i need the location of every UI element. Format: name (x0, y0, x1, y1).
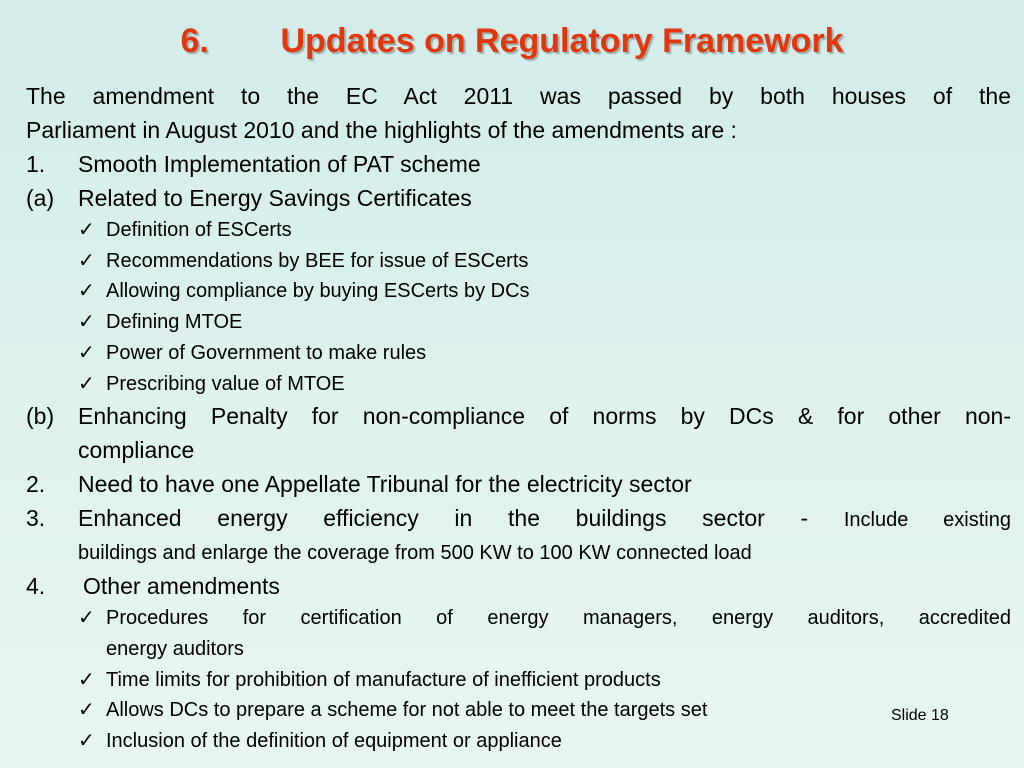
list-item-text (26, 501, 1011, 537)
item-3-tail: Include existing (843, 509, 1011, 532)
list-marker: (b) (26, 403, 55, 430)
title-number: 6. (180, 22, 209, 60)
check-item (26, 369, 1011, 400)
check-icon: ✓ (78, 280, 95, 303)
intro-line-1: The amendment to the EC Act 2011 was passed by both houses of the (26, 83, 1011, 109)
list-item-continuation: compliance (78, 437, 195, 464)
list-item-2 (26, 467, 1011, 501)
check-item-text: Defining MTOE (106, 311, 243, 334)
list-item-text: Other amendments (83, 573, 280, 600)
check-icon: ✓ (78, 607, 95, 630)
list-item-1 (26, 147, 1011, 181)
list-item-a (26, 181, 1011, 215)
check-item-text: Power of Government to make rules (106, 341, 427, 364)
check-item (26, 726, 1011, 757)
check-icon: ✓ (78, 699, 95, 722)
check-item (26, 307, 1011, 338)
list-item-4 (26, 569, 1011, 603)
slide-body (26, 79, 1011, 757)
check-item (26, 246, 1011, 277)
check-item-text: Procedures for certification of energy managers, energy auditors, accredited (106, 607, 1011, 630)
check-item-text: Definition of ESCerts (106, 219, 292, 241)
title-text: Updates on Regulatory Framework (280, 22, 844, 60)
check-item (26, 665, 1011, 696)
list-item-text: Need to have one Appellate Tribunal for the electricity sector (78, 471, 692, 498)
check-icon: ✓ (78, 249, 95, 272)
check-item (26, 603, 1011, 634)
list-item-text: Enhancing Penalty for non-compliance of norms by DCs & for other non- (78, 403, 1011, 430)
check-item-text: Allowing compliance by buying ESCerts by DCs (106, 280, 530, 303)
check-item-text: Recommendations by BEE for issue of ESCerts (106, 249, 529, 272)
check-item (26, 215, 1011, 246)
check-icon: ✓ (78, 311, 95, 334)
check-icon: ✓ (78, 219, 95, 241)
list-marker: (a) (26, 185, 55, 211)
check-item (26, 695, 1011, 726)
check-icon: ✓ (78, 730, 95, 753)
check-item (26, 276, 1011, 307)
list-marker: 2. (26, 471, 46, 498)
check-icon: ✓ (78, 372, 95, 395)
check-item-text: Time limits for prohibition of manufacture of inefficient products (106, 668, 661, 691)
list-item-continuation: buildings and enlarge the coverage from 500 KW to 100 KW connected load (78, 542, 752, 565)
list-item-b (26, 399, 1011, 433)
list-item-3 (26, 501, 1011, 537)
check-item-continuation: energy auditors (106, 637, 244, 660)
check-icon: ✓ (78, 341, 95, 364)
check-item-text: Allows DCs to prepare a scheme for not able to meet the targets set (106, 699, 708, 722)
check-item-text: Prescribing value of MTOE (106, 372, 345, 395)
list-item-text: Related to Energy Savings Certificates (78, 185, 472, 211)
list-marker: 1. (26, 151, 46, 177)
slide-number: Slide 18 (891, 707, 949, 724)
list-marker: 3. (26, 505, 46, 532)
check-icon: ✓ (78, 668, 95, 691)
item-3-lead: Enhanced energy efficiency in the buildings sector - (78, 505, 809, 532)
check-item (26, 338, 1011, 369)
slide-title (0, 18, 1024, 64)
list-marker: 4. (26, 573, 46, 600)
list-item-text: Smooth Implementation of PAT scheme (78, 151, 481, 177)
intro-line-2: Parliament in August 2010 and the highlights of the amendments are : (26, 117, 737, 143)
check-item-text: Inclusion of the definition of equipment or appliance (106, 730, 562, 753)
